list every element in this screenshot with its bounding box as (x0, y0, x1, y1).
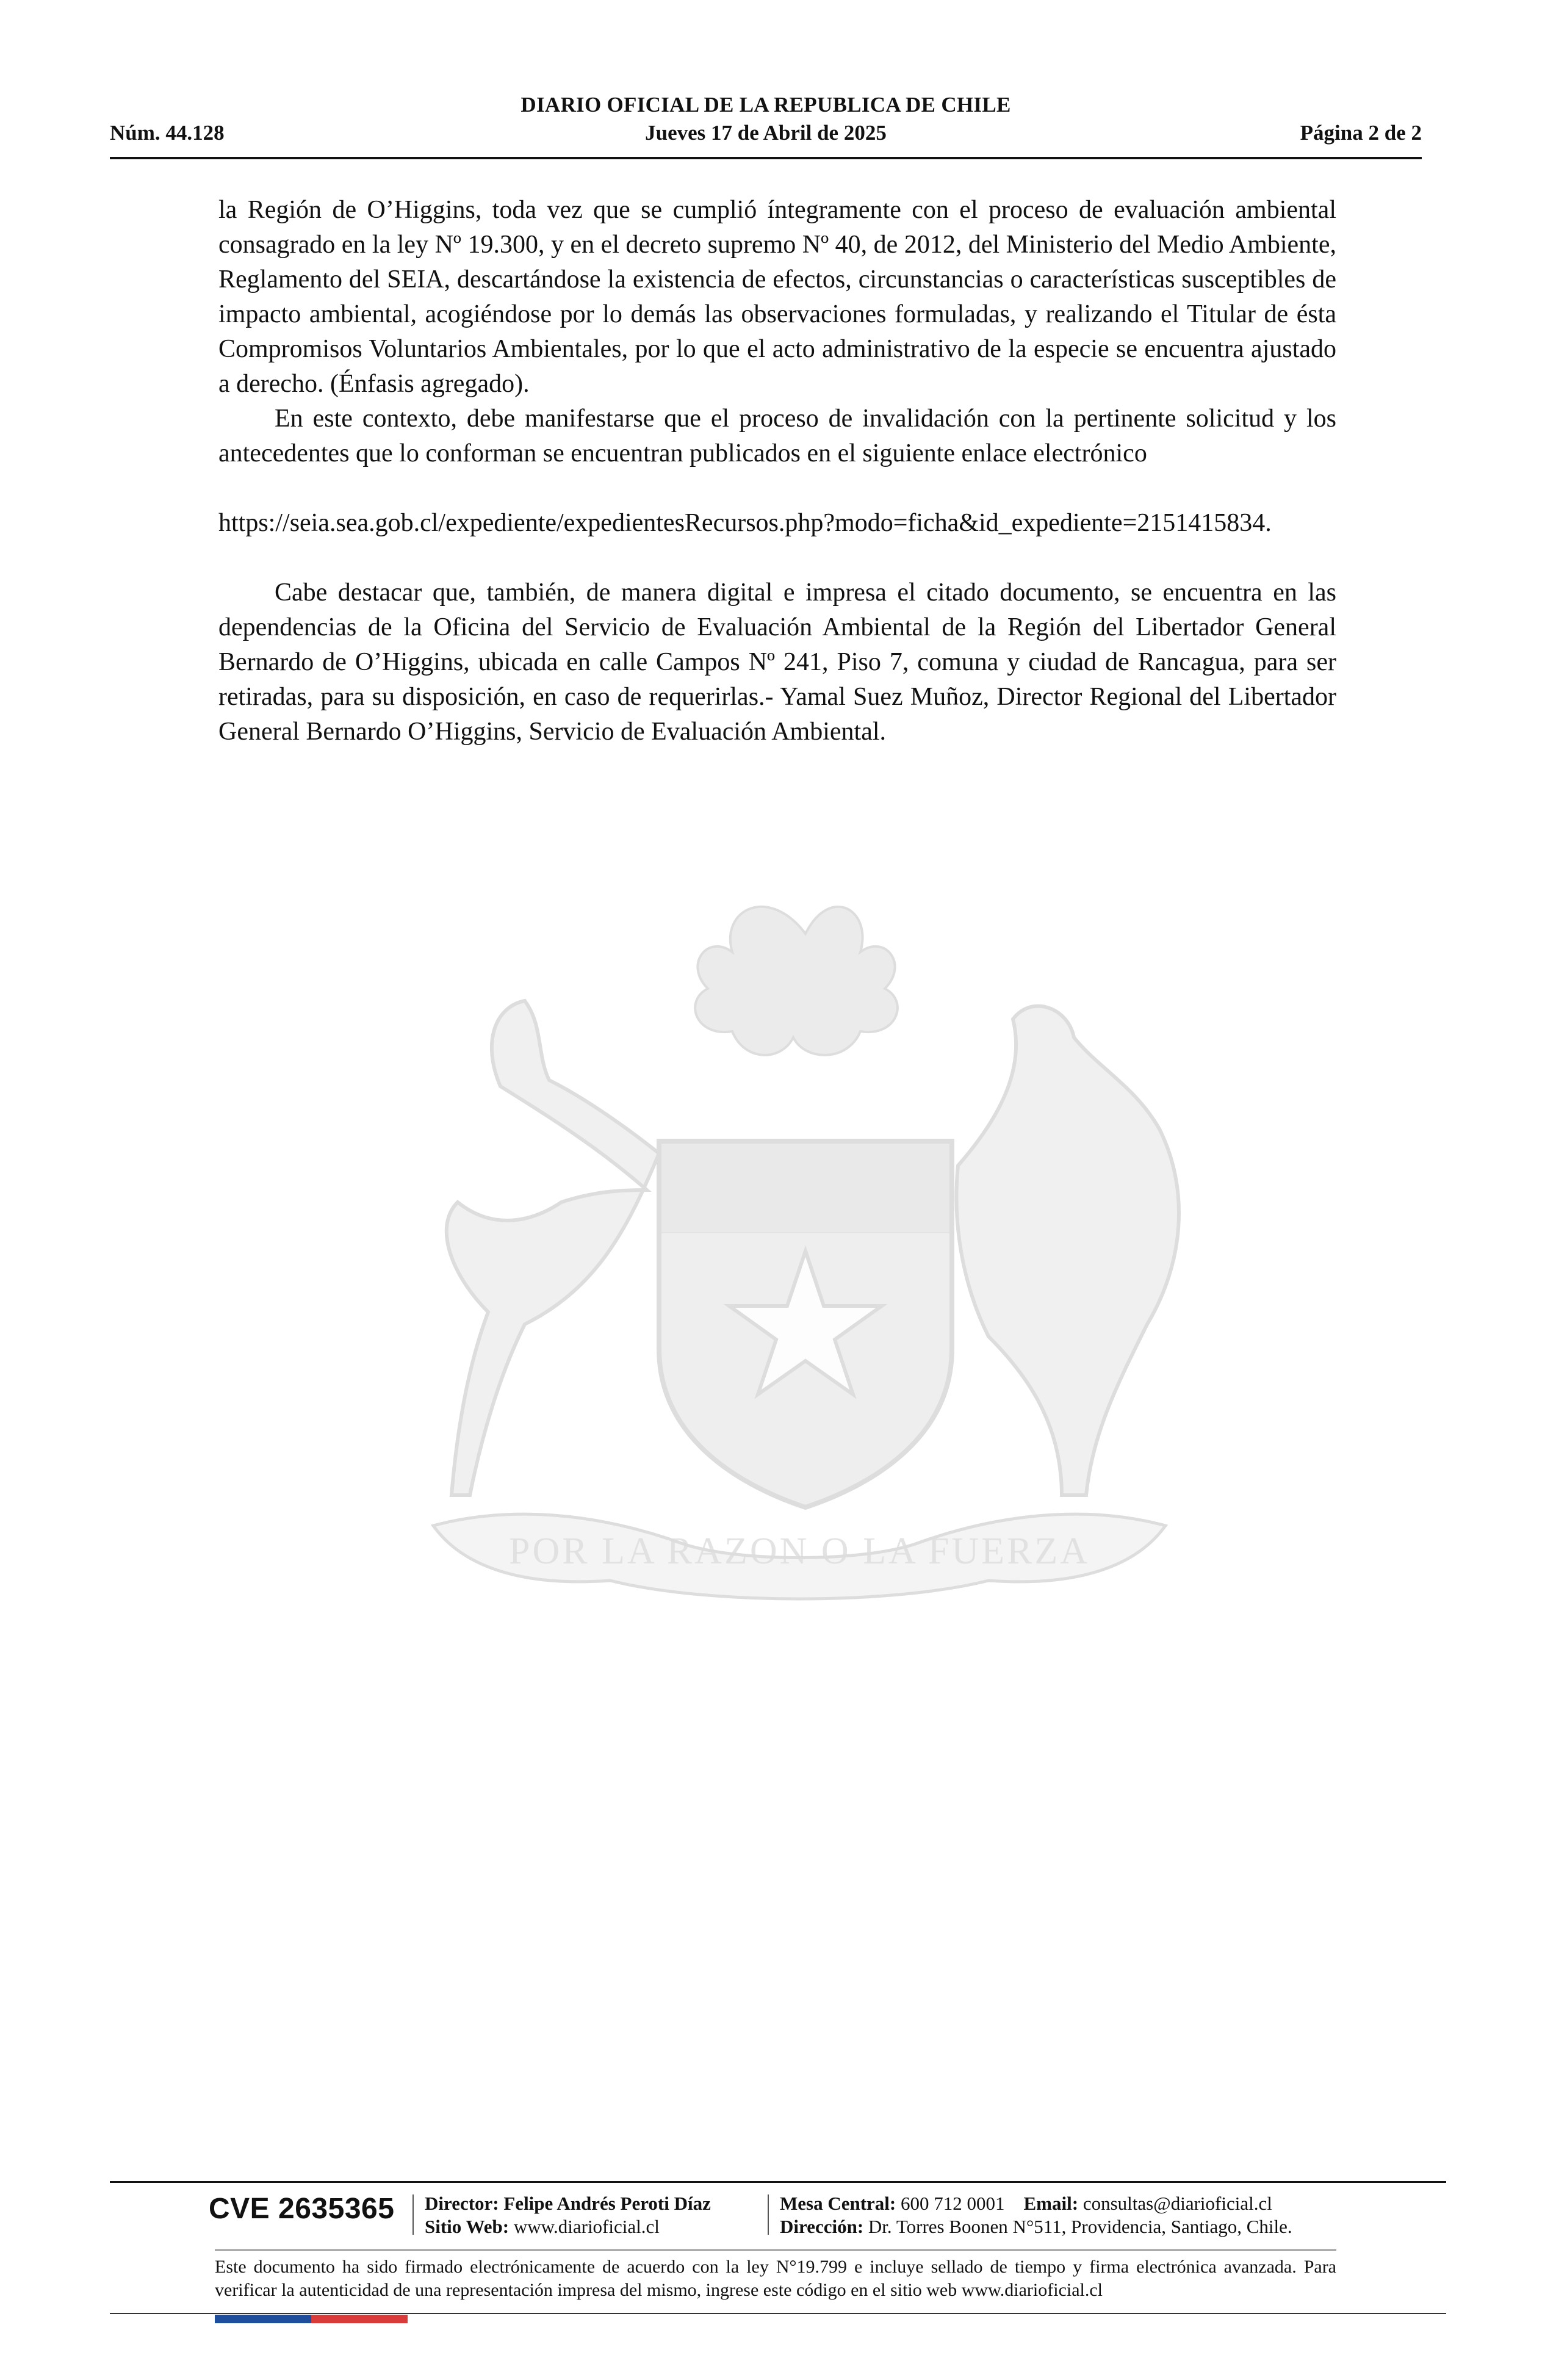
paragraph-2: En este contexto, debe manifestarse que el proceso de invalidación con la pertinente solicitud y los antecedentes que lo conforman se encuentran publicados en el siguiente enlace electrónico (218, 405, 1336, 467)
director-name: Felipe Andrés Peroti Díaz (503, 2193, 711, 2214)
director-label: Director: (425, 2193, 499, 2214)
footer-director-info (425, 2192, 711, 2238)
address-text: Dr. Torres Boonen N°511, Providencia, Santiago, Chile. (868, 2216, 1292, 2237)
expediente-link[interactable]: https://seia.sea.gob.cl/expediente/expedientesRecursos.php?modo=ficha&id_expediente=2151415834. (218, 509, 1272, 537)
legal-notice: Este documento ha sido firmado electrónicamente de acuerdo con la ley N°19.799 e incluye sellado de tiempo y firma electrónica avanzada. Para verificar la autenticidad de una representación impresa del mismo, ingrese este código en el sitio web www.diarioficial.cl (215, 2257, 1336, 2300)
footer-separator (768, 2194, 769, 2235)
cve-code: CVE 2635365 (209, 2193, 395, 2225)
paragraph-3: Cabe destacar que, también, de manera digital e impresa el citado documento, se encuentra en las dependencias de la Oficina del Servicio de Evaluación Ambiental de la Región del Libertador General Bernardo de O’Higgins, ubicada en calle Campos Nº 241, Piso 7, comuna y ciudad de Rancagua, para ser retiradas, para su disposición, en caso de requerirlas.- Yamal Suez Muñoz, Director Regional del Libertador General Bernardo O’Higgins, Servicio de Evaluación Ambiental. (218, 579, 1336, 746)
coat-of-arms-watermark (342, 885, 1257, 1678)
website-link[interactable]: www.diarioficial.cl (513, 2216, 660, 2237)
footer-separator (412, 2194, 414, 2235)
phone-number: 600 712 0001 (901, 2193, 1005, 2214)
flag-stripe-blue (215, 2315, 311, 2323)
email-label: Email: (1023, 2193, 1079, 2214)
website-label: Sitio Web: (425, 2216, 510, 2237)
footer-divider-top (110, 2181, 1446, 2183)
document-body (218, 193, 1336, 749)
flag-stripe-red (311, 2315, 408, 2323)
header-divider (110, 157, 1422, 159)
email-link[interactable]: consultas@diarioficial.cl (1082, 2193, 1272, 2214)
page-header (110, 93, 1422, 160)
address-label: Dirección: (780, 2216, 864, 2237)
watermark-motto: POR LA RAZON O LA FUERZA (508, 1531, 1090, 1572)
paragraph-1: la Región de O’Higgins, toda vez que se cumplió íntegramente con el proceso de evaluación ambiental consagrado en la ley Nº 19.300, y en el decreto supremo Nº 40, de 2012, del Ministerio del Medio Ambiente, Reglamento del SEIA, descartándose la existencia de efectos, circunstancias o características susceptibles de impacto ambiental, acogiéndose por lo demás las observaciones formuladas, y realizando el Titular de ésta Compromisos Voluntarios Ambientales, por lo que el acto administrativo de la especie se encuentra ajustado a derecho. (Énfasis agregado). (218, 196, 1336, 398)
phone-label: Mesa Central: (780, 2193, 896, 2214)
footer-contact-info (780, 2192, 1292, 2238)
footer-divider-mid (215, 2249, 1336, 2251)
page-indicator: Página 2 de 2 (1300, 121, 1422, 145)
footer-divider-bottom (110, 2313, 1446, 2314)
issue-number: Núm. 44.128 (110, 121, 225, 145)
newspaper-title: DIARIO OFICIAL DE LA REPUBLICA DE CHILE (520, 93, 1011, 117)
issue-date: Jueves 17 de Abril de 2025 (645, 121, 887, 145)
